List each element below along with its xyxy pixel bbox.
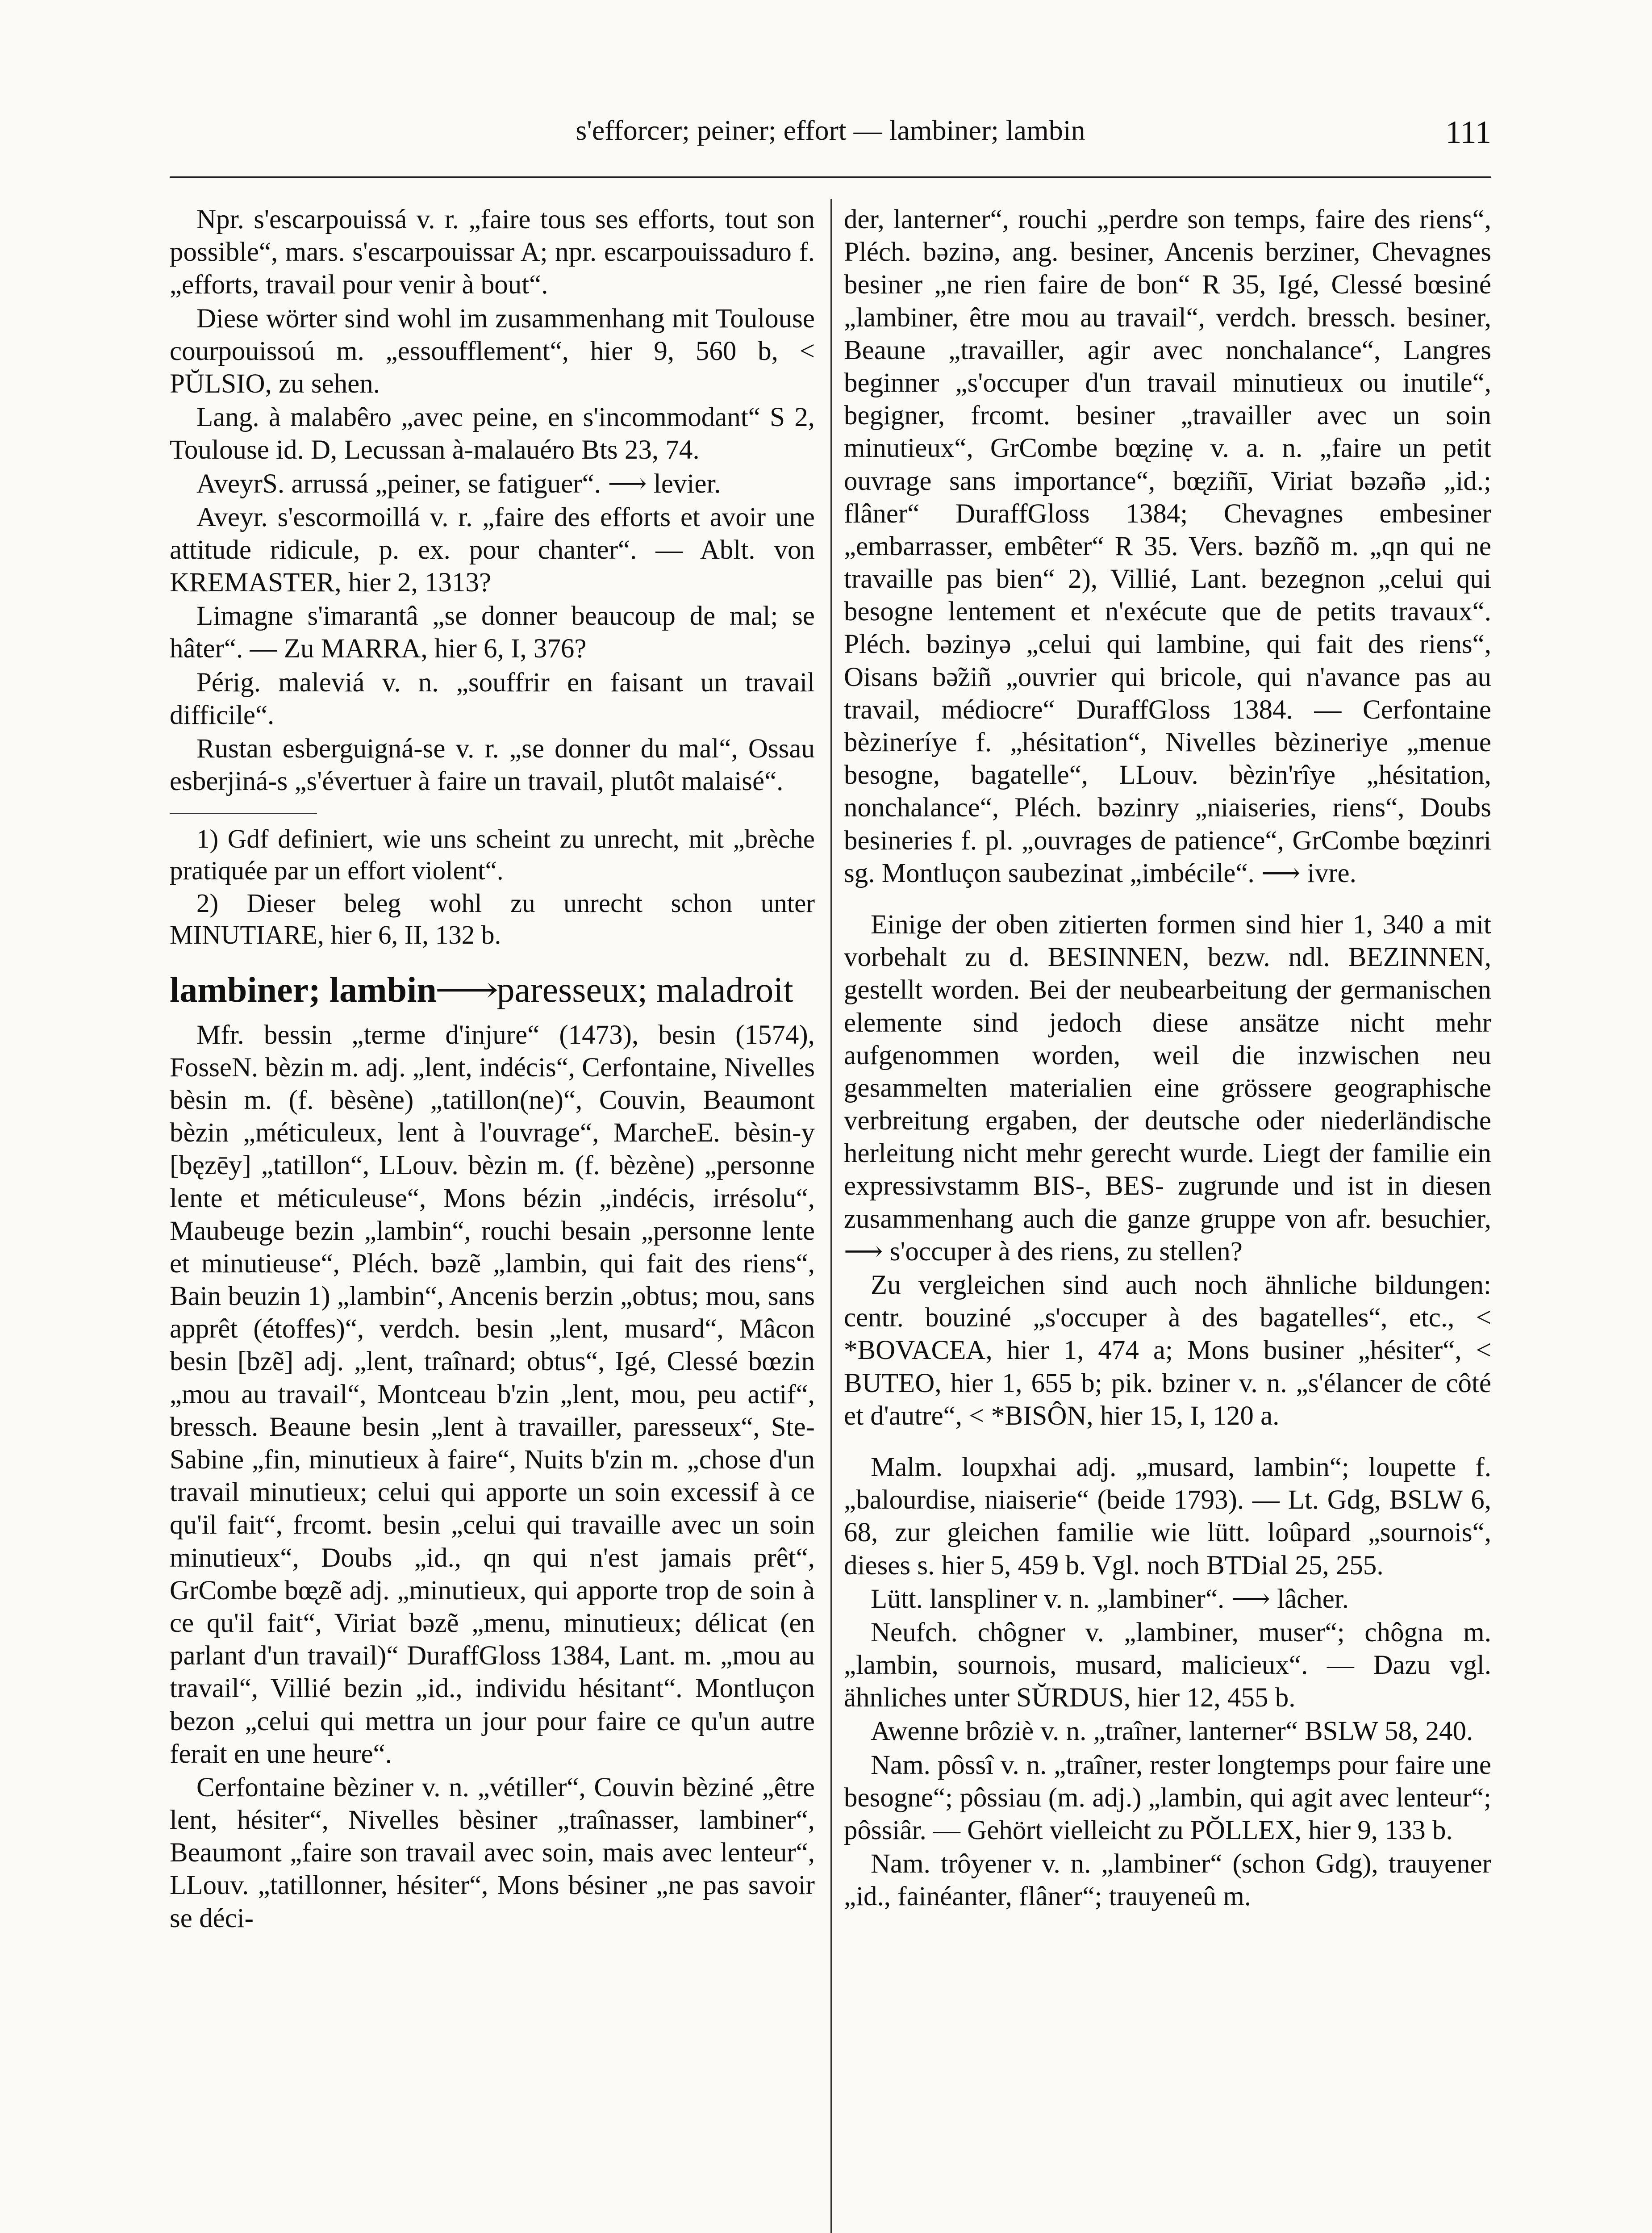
running-head: s'efforcer; peiner; effort — lambiner; lambin bbox=[576, 114, 1085, 146]
paragraph: Zu vergleichen sind auch noch ähnliche bildungen: centr. bouziné „s'occuper à des bagatelles“, etc., < *BOVACEA, hier 1, 474 a; Mons businer „hésiter“, < BUTEO, hier 1, 655 b; pik. bziner v. n. „s'élancer de côté et d'autre“, < *BISÔN, hier 15, I, 120 a. bbox=[844, 1270, 1491, 1431]
paragraph: Neufch. chôgner v. „lambiner, muser“; chôgna m. „lambin, sournois, musard, malicieux“. — Dazu vgl. ähnliches unter SŬRDUS, hier 12, 455 b. bbox=[844, 1617, 1491, 1713]
paragraph: Limagne s'imarantâ „se donner beaucoup de mal; se hâter“. — Zu MARRA, hier 6, I, 376? bbox=[170, 601, 815, 664]
paragraph: Mfr. bessin „terme d'injure“ (1473), besin (1574), FosseN. bèzin m. adj. „lent, indécis“, Cerfontaine, Nivelles bèsin m. (f. bèsène) „tatillon(ne)“, Couvin, Beaumont bèzin „méticuleux, lent à l'ouvrage“, MarcheE. bèsin-y [bęzēy] „tatillon“, LLouv. bèzin m. (f. bèzène) „personne lente et méticuleuse“, Mons bézin „indécis, irrésolu“, Maubeuge bezin „lambin“, rouchi besain „personne lente et minutieuse“, Pléch. bəzẽ „lambin, qui fait des riens“, Bain beuzin 1) „lambin“, Ancenis berzin „obtus; mou, sans apprêt (étoffes)“, verdch. besin „lent, musard“, Mâcon besin [bzẽ] adj. „lent, traînard; obtus“, Igé, Clessé bœzin „mou au travail“, Montceau b'zin „lent, mou, peu actif“, bressch. Beaune besin „lent à travailler, paresseux“, Ste-Sabine „fin, minutieux à faire“, Nuits b'zin m. „chose d'un travail minutieux; celui qui apporte un soin excessif à ce qu'il fait“, frcomt. besin „celui qui travaille avec un soin minutieux“, Doubs „id., qn qui n'est jamais prêt“, GrCombe bœ̨zẽ adj. „minutieux, qui apporte trop de soin à ce qu'il fait“, Viriat bəzẽ „menu, minutieux; délicat (en parlant d'un travail)“ DuraffGloss 1384, Lant. m. „mou au travail“, Villié bezin „id., individu hésitant“. Montluçon bezon „celui qui mettra un jour pour faire ce qu'un autre ferait en une heure“. bbox=[170, 1020, 815, 1769]
paragraph: Nam. trôyener v. n. „lambiner“ (schon Gdg), trauyener „id., fainéanter, flâner“; trauyeneû m. bbox=[844, 1849, 1491, 1912]
paragraph: AveyrS. arrussá „peiner, se fatiguer“. ⟶ levier. bbox=[196, 468, 721, 499]
paragraph: Cerfontaine bèziner v. n. „vétiller“, Couvin bèziné „être lent, hésiter“, Nivelles bèsiner „traînasser, lambiner“, Beaumont „faire son travail avec soin, mais avec lenteur“, LLouv. „tatillonner, hésiter“, Mons bésiner „ne pas savoir se déci- bbox=[170, 1772, 815, 1933]
footnote-rule bbox=[170, 813, 317, 814]
paragraph: Lütt. lanspliner v. n. „lambiner“. ⟶ lâcher. bbox=[871, 1584, 1349, 1614]
paragraph-gap bbox=[844, 1433, 1491, 1451]
paragraph: Npr. s'escarpouissá v. r. „faire tous ses efforts, tout son possible“, mars. s'escarpouissar A; npr. escarpouissaduro f. „efforts, travail pour venir à bout“. bbox=[170, 205, 815, 300]
paragraph: Awenne brôziè v. n. „traîner, lanterner“ BSLW 58, 240. bbox=[871, 1716, 1473, 1747]
right-column bbox=[844, 203, 1491, 1914]
paragraph: Malm. loupxhai adj. „musard, lambin“; loupette f. „balourdise, niaiserie“ (beide 1793). — Lt. Gdg, BSLW 6, 68, zur gleichen familie wie lütt. loûpard „sournois“, dieses s. hier 5, 459 b. Vgl. noch BTDial 25, 255. bbox=[844, 1452, 1491, 1581]
paragraph: Périg. maleviá v. n. „souffrir en faisant un travail difficile“. bbox=[170, 667, 815, 730]
column-divider bbox=[830, 199, 832, 2233]
paragraph: Aveyr. s'escormoillá v. r. „faire des efforts et avoir une attitude ridicule, p. ex. pour chanter“. — Ablt. von KREMASTER, hier 2, 1313? bbox=[170, 502, 815, 598]
header-rule bbox=[170, 176, 1491, 178]
paragraph: Lang. à malabêro „avec peine, en s'incommodant“ S 2, Toulouse id. D, Lecussan à-malauéro Bts 23, 74. bbox=[170, 402, 815, 465]
entry-heading bbox=[170, 970, 815, 1011]
page-number: 111 bbox=[1445, 114, 1491, 150]
footnote: 1) Gdf definiert, wie uns scheint zu unrecht, mit „brèche pratiquée par un effort violent“. bbox=[170, 824, 815, 886]
paragraph: Einige der oben zitierten formen sind hier 1, 340 a mit vorbehalt zu d. BESINNEN, bezw. ndl. BEZINNEN, gestellt worden. Bei der neubearbeitung der germanischen elemente sind jedoch diese ansätze nicht mehr aufgenommen worden, weil die inzwischen neu gesammelten materialien eine grössere geographische verbreitung ergaben, der deutsche oder niederländische herleitung nicht mehr gerecht wurde. Liegt der familie ein expressivstamm BIS-, BES- zugrunde und ist in diesen zusammenhang auch die ganze gruppe von afr. besuchier, ⟶ s'occuper à des riens, zu stellen? bbox=[844, 909, 1491, 1267]
page-header bbox=[170, 109, 1491, 154]
paragraph-gap bbox=[844, 891, 1491, 908]
footnote: 2) Dieser beleg wohl zu unrecht schon unter MINUTIARE, hier 6, II, 132 b. bbox=[170, 888, 815, 949]
paragraph: Rustan esberguigná-se v. r. „se donner du mal“, Ossau esberjiná-s „s'évertuer à faire un travail, plutôt malaisé“. bbox=[170, 734, 815, 797]
paragraph: der, lanterner“, rouchi „perdre son temps, faire des riens“, Pléch. bəzinə, ang. besiner, Ancenis berziner, Chevagnes besiner „ne rien faire de bon“ R 35, Igé, Clessé bœsiné „lambiner, être mou au travail“, verdch. bressch. besiner, Beaune „travailler, agir avec nonchalance“, Langres beginner „s'occuper d'un travail minutieux ou inutile“, begigner, frcomt. besiner „travailler avec un soin minutieux“, GrCombe bœ̨zinẹ v. a. n. „faire un petit ouvrage sans importance“, bœ̨ziñī, Viriat bəzəñə „id.; flâner“ DuraffGloss 1384; Chevagnes embesiner „embarrasser, embêter“ R 35. Vers. bəzñõ m. „qn qui ne travaille pas bien“ 2), Villié, Lant. bezegnon „celui qui besogne lentement et n'exécute que de petits travaux“. Pléch. bəzinyə „celui qui lambine, qui fait des riens“, Oisans bə̃ziñ „ouvrier qui bricole, qui n'avance pas au travail, médiocre“ DuraffGloss 1384. — Cerfontaine bèzineríye f. „hésitation“, Nivelles bèzineriye „menue besogne, bagatelle“, LLouv. bèzin'rîye „hésitation, nonchalance“, Pléch. bəzinry „niaiseries, riens“, Doubs besineries f. pl. „ouvrages de patience“, GrCombe bœ̨zinri sg. Montluçon saubezinat „imbécile“. ⟶ ivre. bbox=[844, 205, 1491, 888]
entry-headword: lambiner; lambin bbox=[170, 970, 437, 1010]
entry-crossref: paresseux; maladroit bbox=[496, 970, 793, 1010]
arrow-icon: ⟶ bbox=[434, 970, 499, 1010]
paragraph: Diese wörter sind wohl im zusammenhang mit Toulouse courpouissoú m. „essoufflement“, hier 9, 560 b, < PŬLSIO, zu sehen. bbox=[170, 303, 815, 399]
paragraph: Nam. pôssî v. n. „traîner, rester longtemps pour faire une besogne“; pôssiau (m. adj.) „lambin, qui agit avec lenteur“; pôssiâr. — Gehört vielleicht zu PŎLLEX, hier 9, 133 b. bbox=[844, 1750, 1491, 1845]
left-column bbox=[170, 203, 815, 1936]
